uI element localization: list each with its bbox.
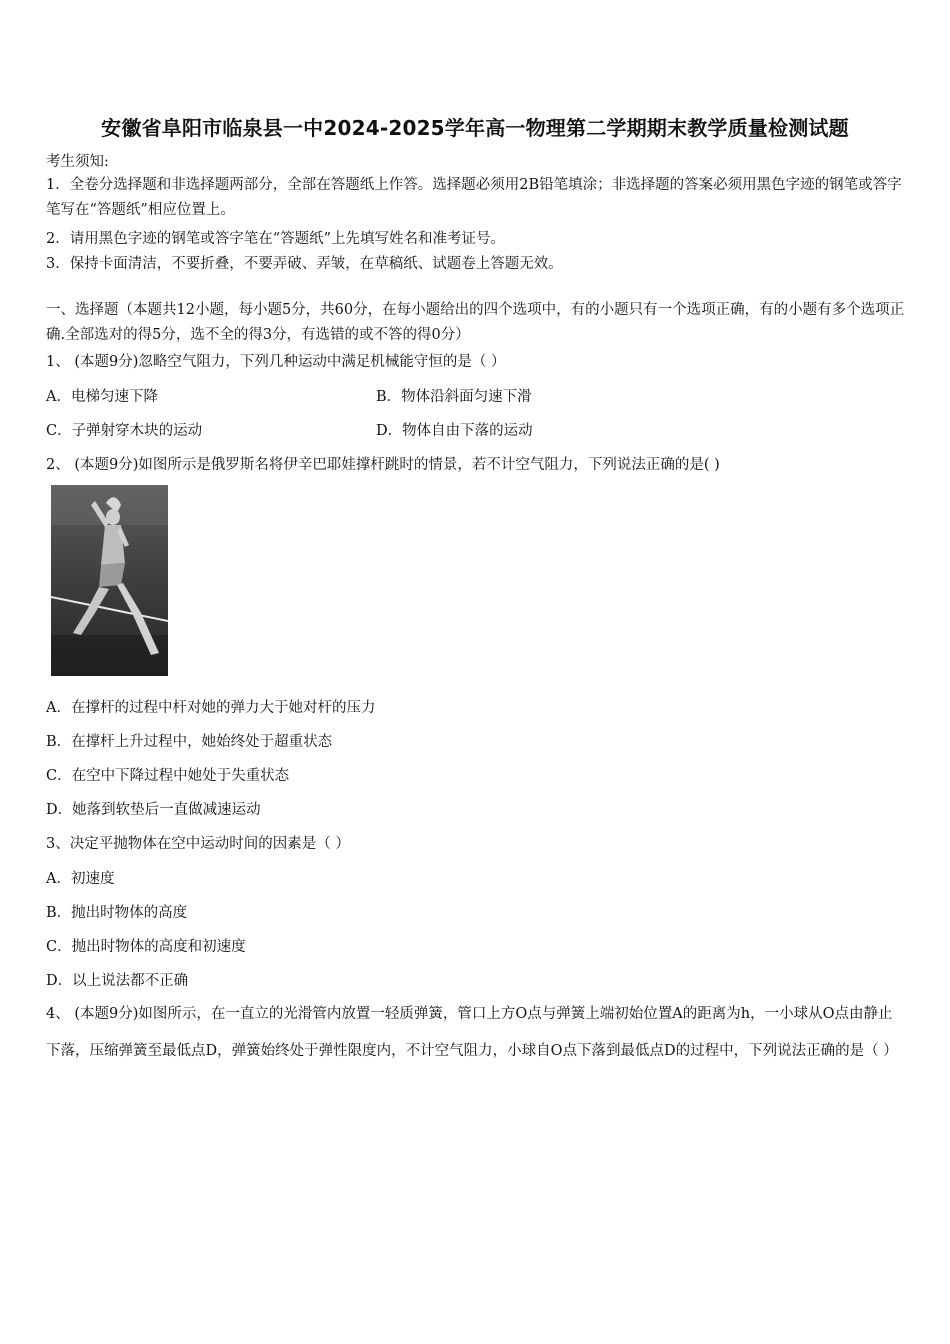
question-1-option-d: D．物体自由下落的运动 <box>376 423 533 439</box>
question-2-option-a: A．在撑杆的过程中杆对她的弹力大于她对杆的压力 <box>46 700 376 716</box>
question-4-stem: 4、 (本题9分)如图所示，在一直立的光滑管内放置一轻质弹簧，管口上方O点与弹簧上端初始位置A的距离为h，一小球从O点由静止下落，压缩弹簧至最低点D，弹簧始终处于弹性限度内，不计空气阻力，小球自O点下落到最低点D的过程中，下列说法正确的是（ ） <box>46 1006 898 1059</box>
question-3-option-c: C．抛出时物体的高度和初速度 <box>46 939 246 955</box>
question-1-option-b: B．物体沿斜面匀速下滑 <box>376 389 532 405</box>
question-3-option-a: A．初速度 <box>46 871 115 887</box>
notice-heading: 考生须知: <box>46 154 109 170</box>
pole-vault-photo <box>51 485 168 676</box>
notice-item-2: 2．请用黑色字迹的钢笔或答字笔在“答题纸”上先填写姓名和准考证号。 <box>46 231 506 247</box>
question-1-option-c: C．子弹射穿木块的运动 <box>46 423 203 439</box>
notice-item-1: 1．全卷分选择题和非选择题两部分，全部在答题纸上作答。选择题必须用2B铅笔填涂；非选择题的答案必须用黑色字迹的钢笔或答字笔写在“答题纸”相应位置上。 <box>46 177 902 218</box>
page-title: 安徽省阜阳市临泉县一中2024-2025学年高一物理第二学期期末教学质量检测试题 <box>101 116 849 140</box>
notice-item-3: 3．保持卡面清洁，不要折叠，不要弄破、弄皱，在草稿纸、试题卷上答题无效。 <box>46 256 563 272</box>
question-2-stem: 2、 (本题9分)如图所示是俄罗斯名将伊辛巴耶娃撑杆跳时的情景，若不计空气阻力，下列说法正确的是( ) <box>46 457 720 473</box>
question-1-option-a: A．电梯匀速下降 <box>46 389 158 405</box>
question-3-stem: 3、决定平抛物体在空中运动时间的因素是（ ） <box>46 836 350 852</box>
question-2-option-d: D．她落到软垫后一直做减速运动 <box>46 802 261 818</box>
section-heading: 一、选择题（本题共12小题，每小题5分，共60分，在每小题给出的四个选项中，有的小题只有一个选项正确，有的小题有多个选项正确.全部选对的得5分，选不全的得3分，有选错的或不答的得0分） <box>46 302 905 343</box>
question-2-option-b: B．在撑杆上升过程中，她始终处于超重状态 <box>46 734 333 750</box>
question-3-option-b: B．抛出时物体的高度 <box>46 905 188 921</box>
question-1-stem: 1、 (本题9分)忽略空气阻力，下列几种运动中满足机械能守恒的是（ ） <box>46 354 506 370</box>
question-3-option-d: D．以上说法都不正确 <box>46 973 189 989</box>
question-2-option-c: C．在空中下降过程中她处于失重状态 <box>46 768 290 784</box>
